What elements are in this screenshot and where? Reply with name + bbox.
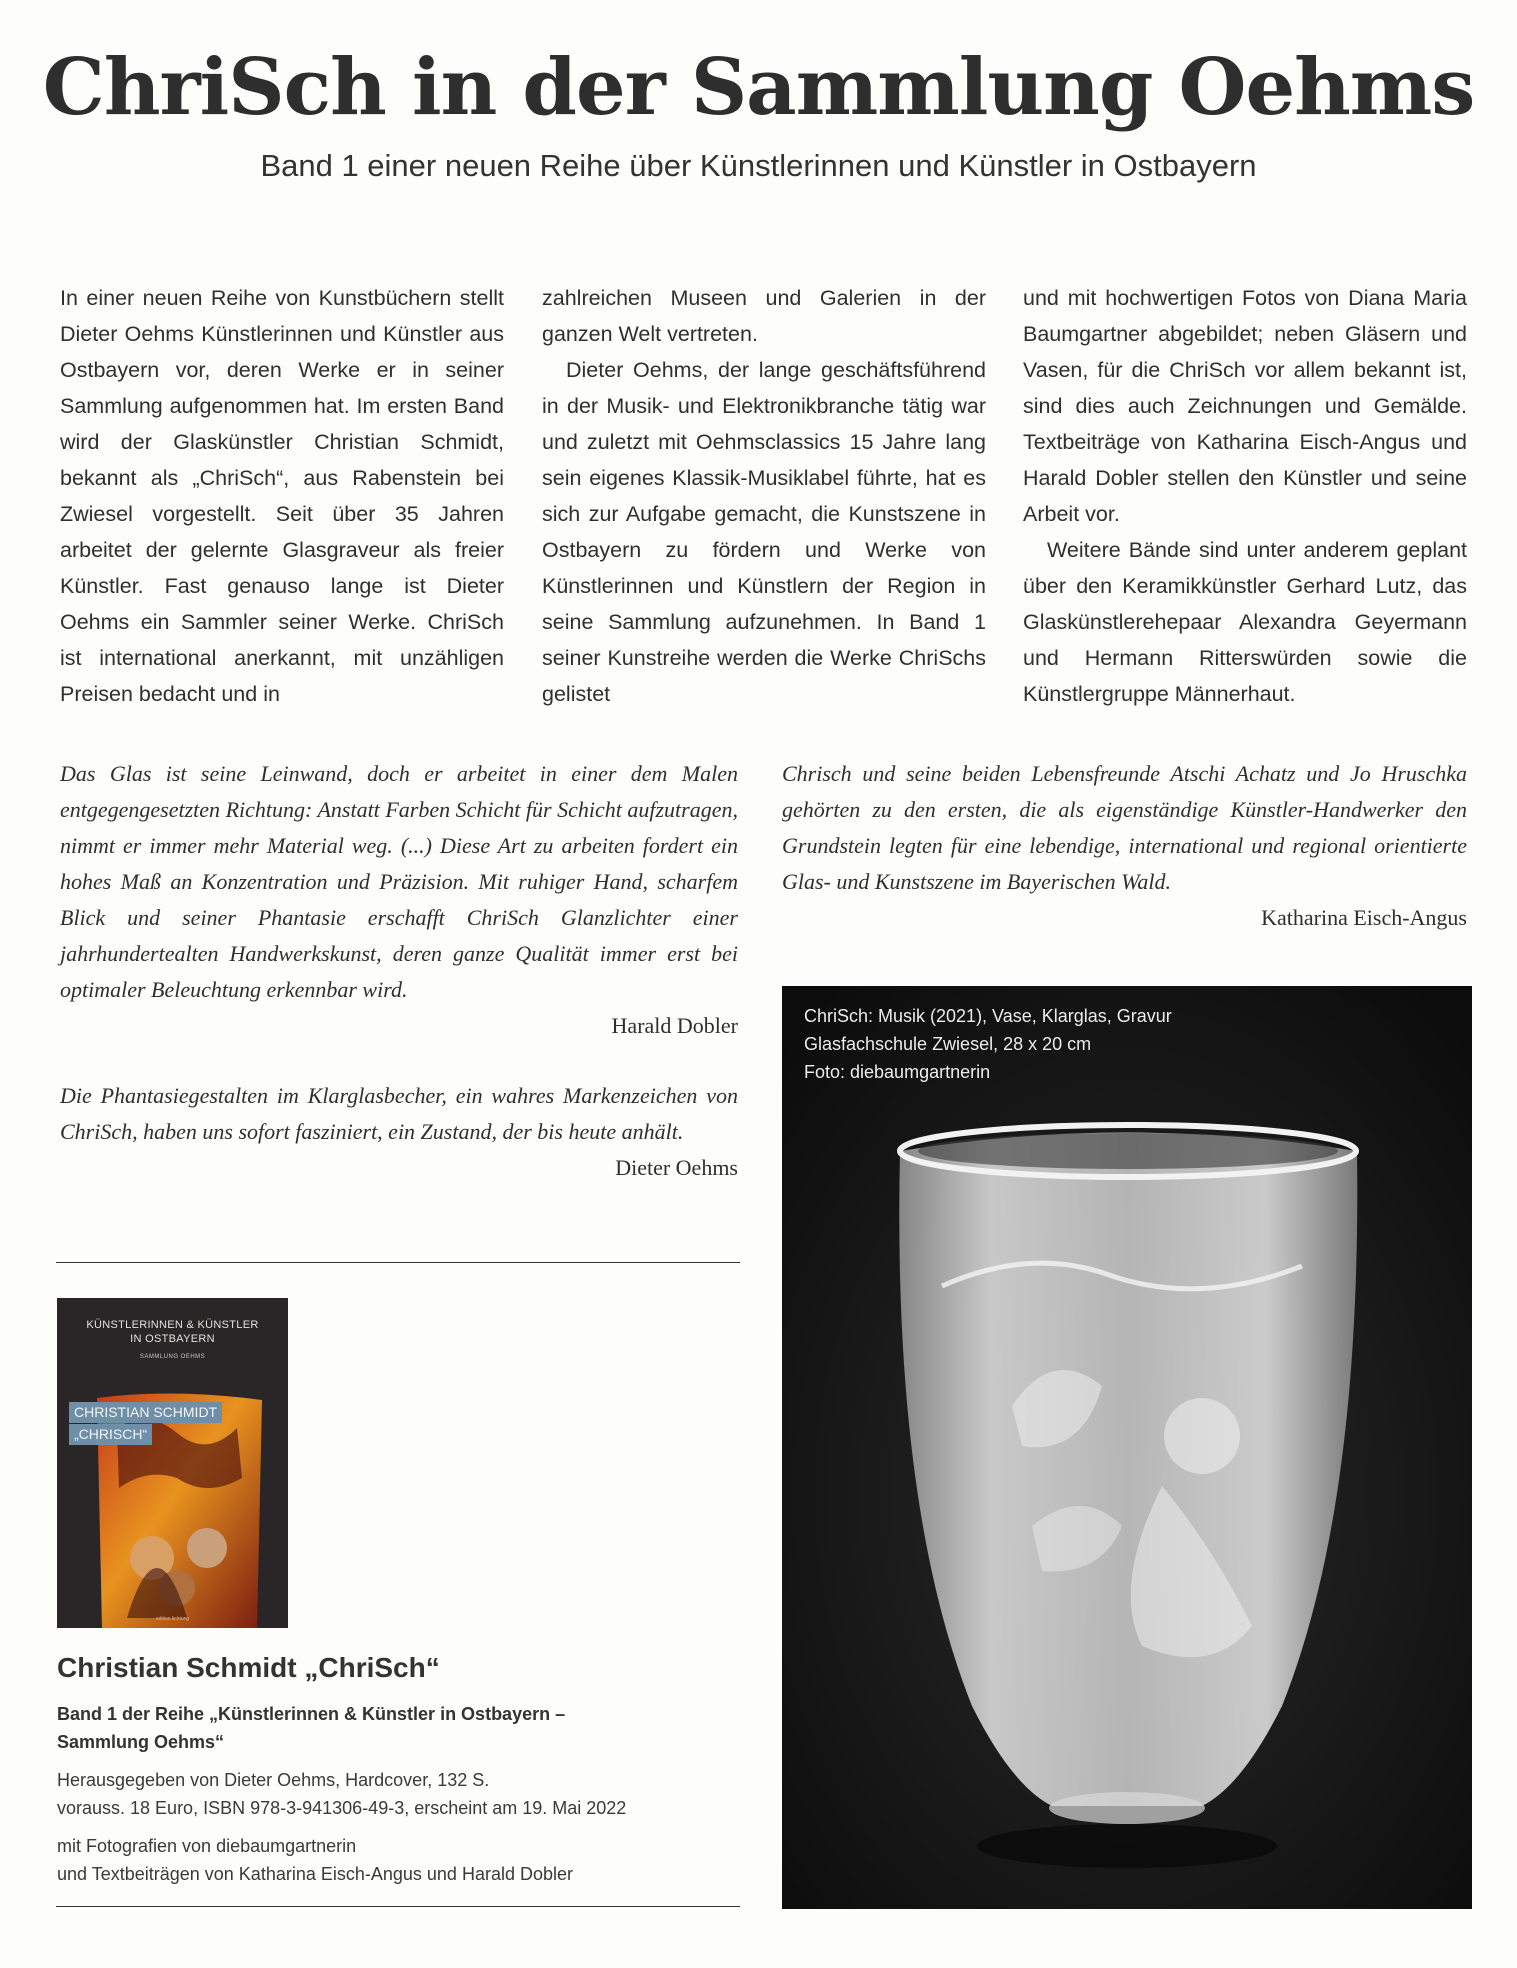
divider-bottom (56, 1906, 740, 1907)
photo-caption-line: ChriSch: Musik (2021), Vase, Klarglas, Gravur (804, 1006, 1172, 1026)
article-paragraph: und mit hochwertigen Fotos von Diana Maria Baumgartner abgebildet; neben Gläsern und Vasen, für die ChriSch vor allem bekannt ist, sind dies auch Zeichnungen und Gemälde. Textbeiträge von Katharina Eisch-Angus und Harald Dobler stellen den Künstler und seine Arbeit vor. (1023, 286, 1467, 526)
article-paragraph: Dieter Oehms, der lange geschäftsführend in der Musik- und Elektronikbranche tätig war und zuletzt mit Oehmsclassics 15 Jahre lang sein eigenes Klassik-Musiklabel führte, hat es sich zur Aufgabe gemacht, die Kunstszene in Ostbayern zu fördern und Werke von Künstlerinnen und Künstlern der Region in seine Sammlung aufzunehmen. In Band 1 seiner Kunstreihe werden die Werke ChriSchs gelistet (542, 358, 986, 706)
photo-caption-line: Foto: diebaumgartnerin (804, 1062, 991, 1082)
book-credits-line: und Textbeiträgen von Katharina Eisch-Angus und Harald Dobler (57, 1864, 573, 1884)
photo-caption (804, 1002, 1172, 1086)
book-credits-line: mit Fotografien von diebaumgartnerin (57, 1836, 357, 1856)
book-title: Christian Schmidt „ChriSch“ (57, 1652, 440, 1683)
book-series (57, 1700, 657, 1756)
quote-author: Katharina Eisch-Angus (1261, 905, 1467, 930)
cover-heading-line: IN OSTBAYERN (130, 1333, 215, 1345)
cover-heading-line: KÜNSTLERINNEN & KÜNSTLER (86, 1319, 259, 1331)
photo-caption-line: Glasfachschule Zwiesel, 28 x 20 cm (804, 1034, 1092, 1054)
quote-author: Dieter Oehms (615, 1155, 738, 1180)
vase-photo (782, 986, 1472, 1909)
quote-text: Das Glas ist seine Leinwand, doch er arbeitet in einer dem Malen entgegengesetzten Richtung: Anstatt Farben Schicht für Schicht aufzutragen, nimmt er immer mehr Material weg. (...) Diese Art zu arbeiten fordert ein hohes Maß an Konzentration und Präzision. Mit ruhiger Hand, scharfem Blick und seiner Phantasie erschafft ChriSch Glanzlichter einer jahrhundertealten Handwerkskunst, deren ganze Qualität immer erst bei optimaler Beleuchtung erkennbar wird. (60, 761, 738, 1002)
book-details-line: vorauss. 18 Euro, ISBN 978-3-941306-49-3, erscheint am 19. Mai 2022 (57, 1798, 627, 1818)
article-paragraph: Weitere Bände sind unter anderem geplant über den Keramikkünstler Gerhard Lutz, das Glaskünstlerehepaar Alexandra Geyermann und Hermann Ritterswürden sowie die Künstlergruppe Männerhaut. (1023, 538, 1467, 706)
divider-top (56, 1262, 740, 1263)
page-title: ChriSch in der Sammlung Oehms (42, 42, 1475, 133)
book-series-line: Sammlung Oehms“ (57, 1732, 225, 1752)
article-column-3 (1023, 280, 1467, 712)
cover-publisher: edition lichtung (155, 1616, 190, 1622)
quote-author: Harald Dobler (611, 1013, 738, 1038)
page-subtitle: Band 1 einer neuen Reihe über Künstlerinnen und Künstler in Ostbayern (260, 148, 1257, 183)
article-column-1 (60, 280, 504, 712)
cover-artist-nickname: „CHRISCH“ (69, 1424, 152, 1445)
cover-artist-name: CHRISTIAN SCHMIDT (69, 1402, 222, 1423)
quote-katharina-eisch-angus (782, 756, 1467, 936)
article-paragraph: zahlreichen Museen und Galerien in der ganzen Welt vertreten. (542, 286, 986, 346)
book-series-line: Band 1 der Reihe „Künstlerinnen & Künstler in Ostbayern – (57, 1704, 566, 1724)
book-credits (57, 1832, 737, 1888)
book-cover-image (57, 1298, 288, 1628)
quote-dieter-oehms (60, 1078, 738, 1186)
vase-image (782, 986, 1472, 1909)
book-details-line: Herausgegeben von Dieter Oehms, Hardcover, 132 S. (57, 1770, 490, 1790)
quote-harald-dobler (60, 756, 738, 1044)
cover-heading (57, 1318, 288, 1346)
quote-text: Die Phantasiegestalten im Klarglasbecher, ein wahres Markenzeichen von ChriSch, haben uns sofort fasziniert, ein Zustand, der bis heute anhält. (60, 1083, 738, 1144)
cover-series-logo: SAMMLUNG OEHMS (139, 1354, 206, 1360)
article-column-2 (542, 280, 986, 712)
book-details (57, 1766, 737, 1822)
article-paragraph: In einer neuen Reihe von Kunstbüchern stellt Dieter Oehms Künstlerinnen und Künstler aus Ostbayern vor, deren Werke er in seiner Sammlung aufgenommen hat. Im ersten Band wird der Glaskünstler Christian Schmidt, bekannt als „ChriSch“, aus Rabenstein bei Zwiesel vorgestellt. Seit über 35 Jahren arbeitet der gelernte Glasgraveur als freier Künstler. Fast genauso lange ist Dieter Oehms ein Sammler seiner Werke. ChriSch ist international anerkannt, mit unzähligen Preisen bedacht und in (60, 286, 504, 706)
quote-text: Chrisch und seine beiden Lebensfreunde Atschi Achatz und Jo Hruschka gehörten zu den ersten, die als eigenständige Künstler-Handwerker den Grundstein legten für eine lebendige, international und regional orientierte Glas- und Kunstszene im Bayerischen Wald. (782, 761, 1467, 894)
